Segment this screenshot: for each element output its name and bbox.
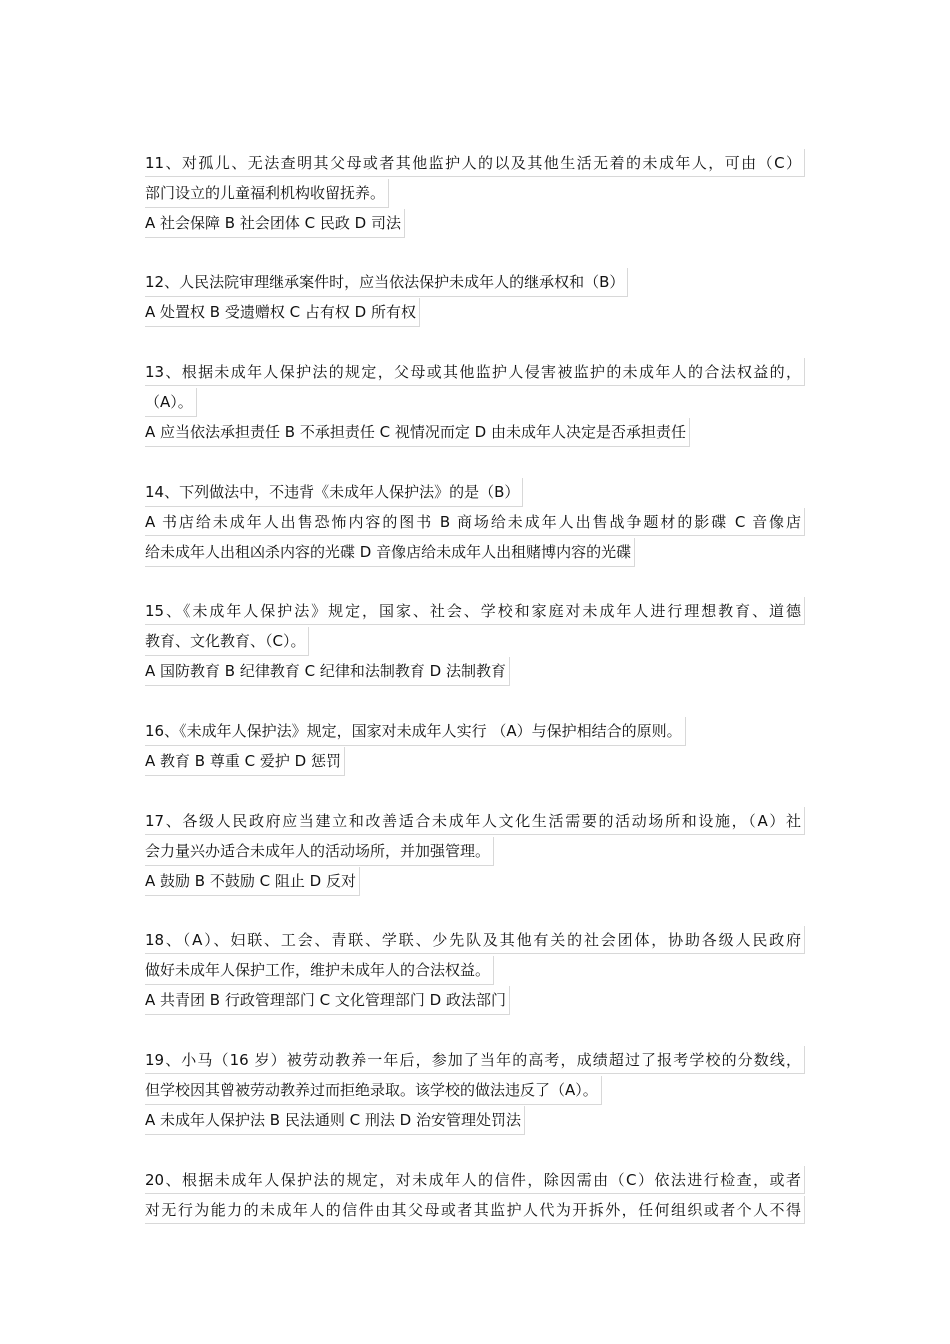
question-19 — [143, 1045, 807, 1135]
question-11 — [143, 148, 807, 238]
question-text-line: 教育、文化教育、（C）。 — [143, 626, 807, 656]
question-text-line: 20、根据未成年人保护法的规定，对未成年人的信件，除因需由（C）依法进行检查，或者 — [143, 1165, 807, 1195]
question-14 — [143, 477, 807, 567]
question-text-line: 11、对孤儿、无法查明其父母或者其他监护人的以及其他生活无着的未成年人，可由（C） — [143, 148, 807, 178]
question-16 — [143, 716, 807, 776]
question-text-line: 18、（A）、妇联、工会、青联、学联、少先队及其他有关的社会团体，协助各级人民政府 — [143, 925, 807, 955]
question-text-line: 对无行为能力的未成年人的信件由其父母或者其监护人代为开拆外，任何组织或者个人不得 — [143, 1195, 807, 1225]
answer-options: A 教育 B 尊重 C 爱护 D 惩罚 — [143, 746, 807, 776]
question-text-line: 做好未成年人保护工作，维护未成年人的合法权益。 — [143, 955, 807, 985]
question-text-line: 部门设立的儿童福利机构收留抚养。 — [143, 178, 807, 208]
answer-options: A 社会保障 B 社会团体 C 民政 D 司法 — [143, 208, 807, 238]
answer-options: 给未成年人出租凶杀内容的光碟 D 音像店给未成年人出租赌博内容的光碟 — [143, 537, 807, 567]
answer-options: A 书店给未成年人出售恐怖内容的图书 B 商场给未成年人出售战争题材的影碟 C 音像店 — [143, 507, 807, 537]
question-text-line: 17、各级人民政府应当建立和改善适合未成年人文化生活需要的活动场所和设施，（A）社 — [143, 806, 807, 836]
question-18 — [143, 925, 807, 1015]
question-text-line: 16、《未成年人保护法》规定，国家对未成年人实行 （A）与保护相结合的原则。 — [143, 716, 807, 746]
question-17 — [143, 806, 807, 896]
question-text-line: 12、人民法院审理继承案件时，应当依法保护未成年人的继承权和（B） — [143, 267, 807, 297]
question-13 — [143, 357, 807, 447]
question-text-line: 14、下列做法中，不违背《未成年人保护法》的是（B） — [143, 477, 807, 507]
question-text-line: 13、根据未成年人保护法的规定，父母或其他监护人侵害被监护的未成年人的合法权益的， — [143, 357, 807, 387]
question-text-line: 19、小马（16 岁）被劳动教养一年后，参加了当年的高考，成绩超过了报考学校的分数线， — [143, 1045, 807, 1075]
question-12 — [143, 267, 807, 327]
question-text-line: 15、《未成年人保护法》规定，国家、社会、学校和家庭对未成年人进行理想教育、道德 — [143, 596, 807, 626]
answer-options: A 未成年人保护法 B 民法通则 C 刑法 D 治安管理处罚法 — [143, 1105, 807, 1135]
question-text-line: （A）。 — [143, 387, 807, 417]
answer-options: A 共青团 B 行政管理部门 C 文化管理部门 D 政法部门 — [143, 985, 807, 1015]
answer-options: A 鼓励 B 不鼓励 C 阻止 D 反对 — [143, 866, 807, 896]
question-text-line: 但学校因其曾被劳动教养过而拒绝录取。该学校的做法违反了（A）。 — [143, 1075, 807, 1105]
question-text-line: 会力量兴办适合未成年人的活动场所，并加强管理。 — [143, 836, 807, 866]
answer-options: A 处置权 B 受遗赠权 C 占有权 D 所有权 — [143, 297, 807, 327]
answer-options: A 应当依法承担责任 B 不承担责任 C 视情况而定 D 由未成年人决定是否承担责任 — [143, 417, 807, 447]
answer-options: A 国防教育 B 纪律教育 C 纪律和法制教育 D 法制教育 — [143, 656, 807, 686]
question-15 — [143, 596, 807, 686]
question-20 — [143, 1165, 807, 1225]
